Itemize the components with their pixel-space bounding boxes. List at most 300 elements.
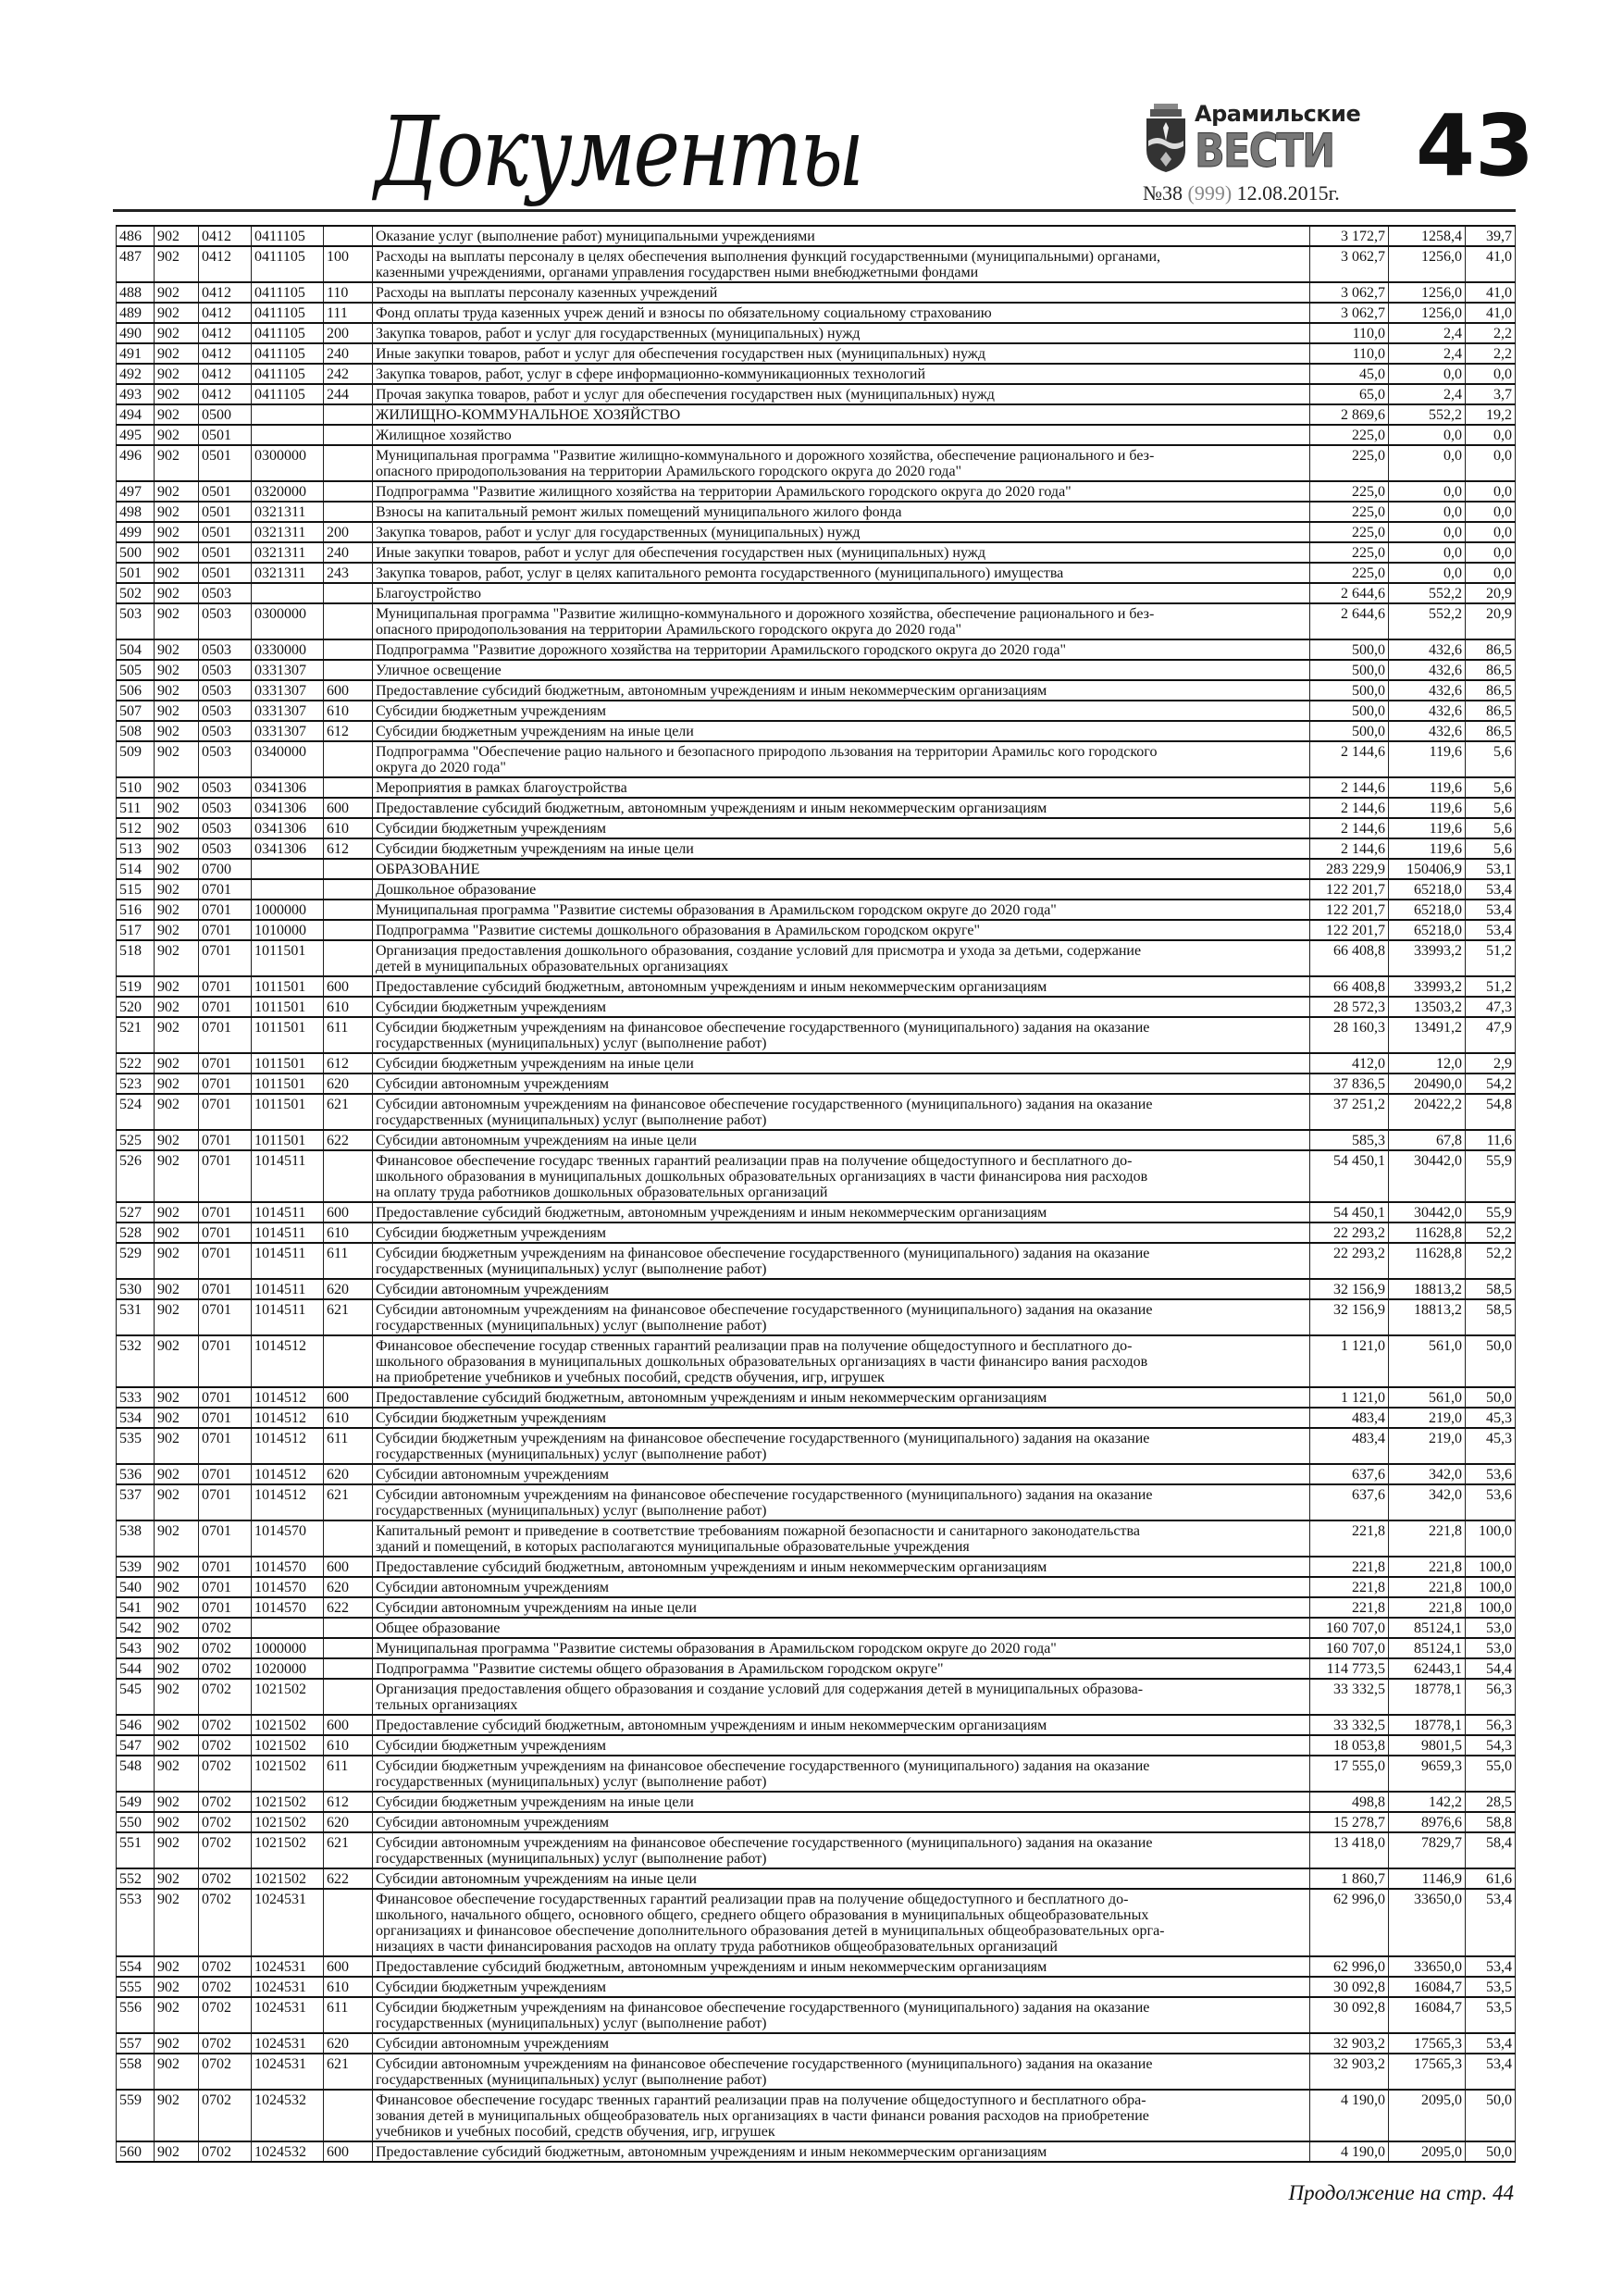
table-row (117, 879, 1516, 900)
expense-type-code (324, 1335, 373, 1387)
expense-type-code: 110 (324, 282, 373, 303)
target-article-code: 0411105 (252, 303, 324, 323)
row-number: 554 (117, 1956, 155, 1977)
target-article-code: 1024531 (252, 1956, 324, 1977)
target-article-code (252, 425, 324, 445)
execution-percent: 0,0 (1466, 364, 1516, 384)
planned-amount: 637,6 (1310, 1464, 1389, 1484)
table-row (117, 1557, 1516, 1577)
budget-table (116, 225, 1516, 2163)
item-name: Субсидии бюджетным учреждениям на иные цели (373, 721, 1310, 741)
row-number: 560 (117, 2141, 155, 2162)
execution-percent: 47,9 (1466, 1017, 1516, 1053)
target-article-code: 1014570 (252, 1577, 324, 1597)
section-code: 0702 (199, 2090, 252, 2141)
section-code: 0412 (199, 282, 252, 303)
section-code: 0702 (199, 1618, 252, 1638)
department-code: 902 (155, 798, 199, 818)
target-article-code: 1011501 (252, 1074, 324, 1094)
executed-amount: 342,0 (1389, 1484, 1466, 1520)
table-row (117, 1053, 1516, 1074)
expense-type-code: 611 (324, 1243, 373, 1279)
expense-type-code: 622 (324, 1868, 373, 1889)
executed-amount: 0,0 (1389, 364, 1466, 384)
target-article-code: 1014511 (252, 1222, 324, 1243)
row-number: 535 (117, 1428, 155, 1464)
section-code: 0503 (199, 721, 252, 741)
row-number: 517 (117, 920, 155, 940)
execution-percent: 54,2 (1466, 1074, 1516, 1094)
section-code: 0503 (199, 741, 252, 777)
item-name: Финансовое обеспечение государс твенных гарантий реализации прав на получение общедоступного и бесплатного обра- зования детей в муниципальных общеобразователь ных организациях в части финанси рования расходов на приобретение учебников и учебных пособий, средств обучения, игр, игрушек (373, 2090, 1310, 2141)
item-name: Субсидии бюджетным учреждениям на иные цели (373, 1053, 1310, 1074)
target-article-code: 1011501 (252, 1053, 324, 1074)
table-row (117, 1735, 1516, 1756)
planned-amount: 28 572,3 (1310, 997, 1389, 1017)
table-row (117, 798, 1516, 818)
item-name: Взносы на капитальный ремонт жилых помещений муниципального жилого фонда (373, 502, 1310, 522)
table-row (117, 2141, 1516, 2162)
item-name: Мероприятия в рамках благоустройства (373, 777, 1310, 798)
table-row (117, 425, 1516, 445)
item-name: Субсидии бюджетным учреждениям (373, 701, 1310, 721)
expense-type-code: 621 (324, 1484, 373, 1520)
row-number: 542 (117, 1618, 155, 1638)
target-article-code: 1021502 (252, 1756, 324, 1792)
section-code: 0701 (199, 1202, 252, 1222)
row-number: 533 (117, 1387, 155, 1408)
row-number: 537 (117, 1484, 155, 1520)
section-code: 0701 (199, 1387, 252, 1408)
planned-amount: 3 062,7 (1310, 246, 1389, 282)
row-number: 496 (117, 445, 155, 481)
table-row (117, 680, 1516, 701)
execution-percent: 58,5 (1466, 1299, 1516, 1335)
planned-amount: 54 450,1 (1310, 1150, 1389, 1202)
continuation-note: Продолжение на стр. 44 (1288, 2181, 1514, 2204)
target-article-code (252, 879, 324, 900)
executed-amount: 13503,2 (1389, 997, 1466, 1017)
section-code: 0702 (199, 1832, 252, 1868)
table-row (117, 1756, 1516, 1792)
item-name: Оказание услуг (выполнение работ) муниципальными учреждениями (373, 226, 1310, 246)
item-name: Субсидии автономным учреждениям на финансовое обеспечение государственного (муниципального) задания на оказание государственных (муниципальных) услуг (выполнение работ) (373, 1299, 1310, 1335)
row-number: 502 (117, 583, 155, 603)
executed-amount: 2,4 (1389, 343, 1466, 364)
execution-percent: 86,5 (1466, 660, 1516, 680)
row-number: 525 (117, 1130, 155, 1150)
item-name: Субсидии бюджетным учреждениям (373, 1222, 1310, 1243)
planned-amount: 37 251,2 (1310, 1094, 1389, 1130)
planned-amount: 4 190,0 (1310, 2141, 1389, 2162)
department-code: 902 (155, 721, 199, 741)
expense-type-code: 610 (324, 1222, 373, 1243)
expense-type-code: 621 (324, 1832, 373, 1868)
section-code: 0702 (199, 1812, 252, 1832)
section-code: 0501 (199, 542, 252, 563)
item-name: Капитальный ремонт и приведение в соответствие требованиям пожарной безопасности и санитарного законодательства зданий и помещений, в которых располагаются муниципальные образовательные учреждения (373, 1520, 1310, 1557)
row-number: 504 (117, 639, 155, 660)
planned-amount: 54 450,1 (1310, 1202, 1389, 1222)
section-code: 0702 (199, 1715, 252, 1735)
executed-amount: 119,6 (1389, 777, 1466, 798)
expense-type-code (324, 920, 373, 940)
execution-percent: 0,0 (1466, 502, 1516, 522)
department-code: 902 (155, 563, 199, 583)
expense-type-code: 610 (324, 1735, 373, 1756)
planned-amount: 500,0 (1310, 701, 1389, 721)
section-code: 0501 (199, 445, 252, 481)
executed-amount: 7829,7 (1389, 1832, 1466, 1868)
executed-amount: 119,6 (1389, 818, 1466, 838)
execution-percent: 55,9 (1466, 1150, 1516, 1202)
target-article-code: 1024531 (252, 2054, 324, 2090)
target-article-code: 0341306 (252, 838, 324, 859)
execution-percent: 19,2 (1466, 404, 1516, 425)
expense-type-code: 620 (324, 1279, 373, 1299)
planned-amount: 2 144,6 (1310, 741, 1389, 777)
department-code: 902 (155, 1977, 199, 1997)
department-code: 902 (155, 1832, 199, 1868)
item-name: Предоставление субсидий бюджетным, автономным учреждениям и иным некоммерческим организациям (373, 976, 1310, 997)
row-number: 546 (117, 1715, 155, 1735)
coat-of-arms-icon (1143, 104, 1189, 174)
executed-amount: 17565,3 (1389, 2054, 1466, 2090)
executed-amount: 2095,0 (1389, 2090, 1466, 2141)
item-name: Фонд оплаты труда казенных учреж дений и взносы по обязательному социальному страхованию (373, 303, 1310, 323)
target-article-code: 1014512 (252, 1387, 324, 1408)
department-code: 902 (155, 1428, 199, 1464)
planned-amount: 221,8 (1310, 1520, 1389, 1557)
item-name: Субсидии бюджетным учреждениям (373, 1735, 1310, 1756)
row-number: 515 (117, 879, 155, 900)
table-row (117, 2090, 1516, 2141)
header-divider (113, 209, 1516, 212)
executed-amount: 1256,0 (1389, 303, 1466, 323)
row-number: 498 (117, 502, 155, 522)
planned-amount: 32 156,9 (1310, 1279, 1389, 1299)
execution-percent: 100,0 (1466, 1520, 1516, 1557)
execution-percent: 0,0 (1466, 522, 1516, 542)
section-code: 0503 (199, 701, 252, 721)
planned-amount: 62 996,0 (1310, 1956, 1389, 1977)
expense-type-code (324, 1658, 373, 1679)
department-code: 902 (155, 680, 199, 701)
department-code: 902 (155, 1792, 199, 1812)
section-code: 0501 (199, 522, 252, 542)
execution-percent: 61,6 (1466, 1868, 1516, 1889)
table-row (117, 1715, 1516, 1735)
expense-type-code (324, 879, 373, 900)
executed-amount: 219,0 (1389, 1408, 1466, 1428)
planned-amount: 2 644,6 (1310, 583, 1389, 603)
execution-percent: 52,2 (1466, 1222, 1516, 1243)
target-article-code: 0411105 (252, 323, 324, 343)
table-row (117, 1335, 1516, 1387)
target-article-code: 0321311 (252, 502, 324, 522)
table-row (117, 1243, 1516, 1279)
target-article-code: 1014512 (252, 1464, 324, 1484)
executed-amount: 18778,1 (1389, 1679, 1466, 1715)
target-article-code: 0331307 (252, 701, 324, 721)
section-code: 0702 (199, 1889, 252, 1956)
target-article-code: 1011501 (252, 976, 324, 997)
item-name: Закупка товаров, работ и услуг для государственных (муниципальных) нужд (373, 522, 1310, 542)
section-code: 0701 (199, 1557, 252, 1577)
section-code: 0701 (199, 1520, 252, 1557)
table-row (117, 1889, 1516, 1956)
execution-percent: 100,0 (1466, 1577, 1516, 1597)
planned-amount: 32 903,2 (1310, 2054, 1389, 2090)
execution-percent: 45,3 (1466, 1408, 1516, 1428)
item-name: Финансовое обеспечение государ ственных гарантий реализации прав на получение общедоступного и бесплатного до- школьного образования в муниципальных дошкольных образовательных организациях в части финансиро вания расходов на приобретение учебников и учебных пособий, средств обучения, игр, игрушек (373, 1335, 1310, 1387)
execution-percent: 58,4 (1466, 1832, 1516, 1868)
row-number: 558 (117, 2054, 155, 2090)
section-code: 0701 (199, 1130, 252, 1150)
department-code: 902 (155, 976, 199, 997)
table-row (117, 1658, 1516, 1679)
row-number: 494 (117, 404, 155, 425)
expense-type-code (324, 603, 373, 639)
planned-amount: 66 408,8 (1310, 940, 1389, 976)
expense-type-code: 242 (324, 364, 373, 384)
execution-percent: 5,6 (1466, 818, 1516, 838)
department-code: 902 (155, 1735, 199, 1756)
execution-percent: 51,2 (1466, 940, 1516, 976)
department-code: 902 (155, 226, 199, 246)
target-article-code: 1000000 (252, 1638, 324, 1658)
execution-percent: 50,0 (1466, 2141, 1516, 2162)
expense-type-code: 610 (324, 818, 373, 838)
execution-percent: 56,3 (1466, 1715, 1516, 1735)
section-code: 0701 (199, 1053, 252, 1074)
item-name: Субсидии бюджетным учреждениям на иные цели (373, 838, 1310, 859)
target-article-code: 1014512 (252, 1408, 324, 1428)
execution-percent: 50,0 (1466, 1387, 1516, 1408)
section-code: 0500 (199, 404, 252, 425)
item-name: Закупка товаров, работ и услуг для государственных (муниципальных) нужд (373, 323, 1310, 343)
section-code: 0700 (199, 859, 252, 879)
table-row (117, 859, 1516, 879)
execution-percent: 41,0 (1466, 282, 1516, 303)
item-name: Субсидии автономным учреждениям (373, 1577, 1310, 1597)
target-article-code: 1024531 (252, 1977, 324, 1997)
department-code: 902 (155, 2033, 199, 2054)
executed-amount: 65218,0 (1389, 900, 1466, 920)
department-code: 902 (155, 542, 199, 563)
planned-amount: 500,0 (1310, 721, 1389, 741)
item-name: Предоставление субсидий бюджетным, автономным учреждениям и иным некоммерческим организациям (373, 798, 1310, 818)
planned-amount: 221,8 (1310, 1597, 1389, 1618)
section-code: 0702 (199, 1679, 252, 1715)
executed-amount: 432,6 (1389, 660, 1466, 680)
row-number: 544 (117, 1658, 155, 1679)
item-name: Предоставление субсидий бюджетным, автономным учреждениям и иным некоммерческим организациям (373, 1557, 1310, 1577)
logo-top-text: Арамильские (1195, 101, 1361, 127)
executed-amount: 20422,2 (1389, 1094, 1466, 1130)
department-code: 902 (155, 777, 199, 798)
planned-amount: 221,8 (1310, 1577, 1389, 1597)
row-number: 536 (117, 1464, 155, 1484)
target-article-code: 1021502 (252, 1792, 324, 1812)
department-code: 902 (155, 1074, 199, 1094)
target-article-code: 0331307 (252, 680, 324, 701)
executed-amount: 221,8 (1389, 1557, 1466, 1577)
target-article-code: 0341306 (252, 777, 324, 798)
row-number: 524 (117, 1094, 155, 1130)
item-name: Предоставление субсидий бюджетным, автономным учреждениям и иным некоммерческим организациям (373, 1956, 1310, 1977)
row-number: 513 (117, 838, 155, 859)
planned-amount: 22 293,2 (1310, 1243, 1389, 1279)
target-article-code: 1011501 (252, 1094, 324, 1130)
row-number: 545 (117, 1679, 155, 1715)
target-article-code: 1011501 (252, 1130, 324, 1150)
execution-percent: 53,5 (1466, 1977, 1516, 1997)
department-code: 902 (155, 997, 199, 1017)
planned-amount: 1 860,7 (1310, 1868, 1389, 1889)
department-code: 902 (155, 502, 199, 522)
execution-percent: 41,0 (1466, 246, 1516, 282)
execution-percent: 58,5 (1466, 1279, 1516, 1299)
section-code: 0702 (199, 2054, 252, 2090)
item-name: Иные закупки товаров, работ и услуг для обеспечения государствен ных (муниципальных) нужд (373, 542, 1310, 563)
section-code: 0702 (199, 1638, 252, 1658)
section-code: 0701 (199, 997, 252, 1017)
section-code: 0701 (199, 1464, 252, 1484)
row-number: 507 (117, 701, 155, 721)
department-code: 902 (155, 343, 199, 364)
execution-percent: 100,0 (1466, 1597, 1516, 1618)
target-article-code: 0331307 (252, 660, 324, 680)
table-row (117, 900, 1516, 920)
planned-amount: 225,0 (1310, 563, 1389, 583)
execution-percent: 28,5 (1466, 1792, 1516, 1812)
section-code: 0702 (199, 1756, 252, 1792)
item-name: Муниципальная программа "Развитие системы образования в Арамильском городском округе до 2020 года" (373, 900, 1310, 920)
execution-percent: 54,3 (1466, 1735, 1516, 1756)
item-name: Благоустройство (373, 583, 1310, 603)
planned-amount: 225,0 (1310, 522, 1389, 542)
planned-amount: 33 332,5 (1310, 1679, 1389, 1715)
planned-amount: 4 190,0 (1310, 2090, 1389, 2141)
section-code: 0702 (199, 1868, 252, 1889)
executed-amount: 561,0 (1389, 1387, 1466, 1408)
executed-amount: 2095,0 (1389, 2141, 1466, 2162)
row-number: 521 (117, 1017, 155, 1053)
execution-percent: 2,2 (1466, 323, 1516, 343)
section-code: 0702 (199, 1977, 252, 1997)
table-row (117, 1792, 1516, 1812)
item-name: Предоставление субсидий бюджетным, автономным учреждениям и иным некоммерческим организациям (373, 680, 1310, 701)
table-row (117, 364, 1516, 384)
row-number: 516 (117, 900, 155, 920)
section-code: 0501 (199, 425, 252, 445)
item-name: Субсидии автономным учреждениям на иные цели (373, 1597, 1310, 1618)
department-code: 902 (155, 1279, 199, 1299)
expense-type-code: 600 (324, 1956, 373, 1977)
planned-amount: 13 418,0 (1310, 1832, 1389, 1868)
table-row (117, 1017, 1516, 1053)
section-code: 0503 (199, 818, 252, 838)
department-code: 902 (155, 1222, 199, 1243)
item-name: Субсидии автономным учреждениям на финансовое обеспечение государственного (муниципального) задания на оказание государственных (муниципальных) услуг (выполнение работ) (373, 1094, 1310, 1130)
execution-percent: 54,8 (1466, 1094, 1516, 1130)
table-row (117, 1074, 1516, 1094)
section-code: 0701 (199, 1074, 252, 1094)
item-name: Субсидии бюджетным учреждениям на иные цели (373, 1792, 1310, 1812)
item-name: Субсидии бюджетным учреждениям на финансовое обеспечение государственного (муниципального) задания на оказание государственных (муниципальных) услуг (выполнение работ) (373, 1756, 1310, 1792)
section-code: 0701 (199, 1484, 252, 1520)
section-code: 0503 (199, 603, 252, 639)
planned-amount: 17 555,0 (1310, 1756, 1389, 1792)
target-article-code: 1021502 (252, 1715, 324, 1735)
section-code: 0701 (199, 976, 252, 997)
department-code: 902 (155, 583, 199, 603)
expense-type-code (324, 226, 373, 246)
planned-amount: 28 160,3 (1310, 1017, 1389, 1053)
target-article-code: 1014570 (252, 1520, 324, 1557)
section-code: 0702 (199, 1997, 252, 2033)
section-code: 0503 (199, 639, 252, 660)
expense-type-code: 621 (324, 1299, 373, 1335)
expense-type-code: 620 (324, 1074, 373, 1094)
section-code: 0702 (199, 1792, 252, 1812)
executed-amount: 0,0 (1389, 542, 1466, 563)
item-name: Закупка товаров, работ, услуг в сфере информационно-коммуникационных технологий (373, 364, 1310, 384)
item-name: Организация предоставления общего образования и создание условий для содержания детей в муниципальных образова- тельных организациях (373, 1679, 1310, 1715)
expense-type-code (324, 481, 373, 502)
item-name: Муниципальная программа "Развитие системы образования в Арамильском городском округе до 2020 года" (373, 1638, 1310, 1658)
execution-percent: 86,5 (1466, 701, 1516, 721)
target-article-code (252, 404, 324, 425)
item-name: Субсидии автономным учреждениям на иные цели (373, 1130, 1310, 1150)
table-row (117, 940, 1516, 976)
row-number: 506 (117, 680, 155, 701)
executed-amount: 221,8 (1389, 1597, 1466, 1618)
department-code: 902 (155, 818, 199, 838)
target-article-code: 0321311 (252, 522, 324, 542)
department-code: 902 (155, 1618, 199, 1638)
department-code: 902 (155, 2054, 199, 2090)
executed-amount: 552,2 (1389, 583, 1466, 603)
department-code: 902 (155, 1335, 199, 1387)
row-number: 511 (117, 798, 155, 818)
expense-type-code: 600 (324, 2141, 373, 2162)
department-code: 902 (155, 1202, 199, 1222)
executed-amount: 2,4 (1389, 384, 1466, 404)
row-number: 487 (117, 246, 155, 282)
table-row (117, 660, 1516, 680)
planned-amount: 1 121,0 (1310, 1387, 1389, 1408)
row-number: 520 (117, 997, 155, 1017)
expense-type-code (324, 660, 373, 680)
executed-amount: 0,0 (1389, 563, 1466, 583)
executed-amount: 16084,7 (1389, 1997, 1466, 2033)
department-code: 902 (155, 481, 199, 502)
execution-percent: 53,4 (1466, 879, 1516, 900)
expense-type-code: 622 (324, 1597, 373, 1618)
table-row (117, 1464, 1516, 1484)
section-code: 0702 (199, 2033, 252, 2054)
executed-amount: 119,6 (1389, 741, 1466, 777)
executed-amount: 12,0 (1389, 1053, 1466, 1074)
section-code: 0412 (199, 364, 252, 384)
execution-percent: 53,4 (1466, 1889, 1516, 1956)
issue-info (1143, 181, 1340, 205)
table-row (117, 1812, 1516, 1832)
section-code: 0412 (199, 343, 252, 364)
executed-amount: 0,0 (1389, 522, 1466, 542)
